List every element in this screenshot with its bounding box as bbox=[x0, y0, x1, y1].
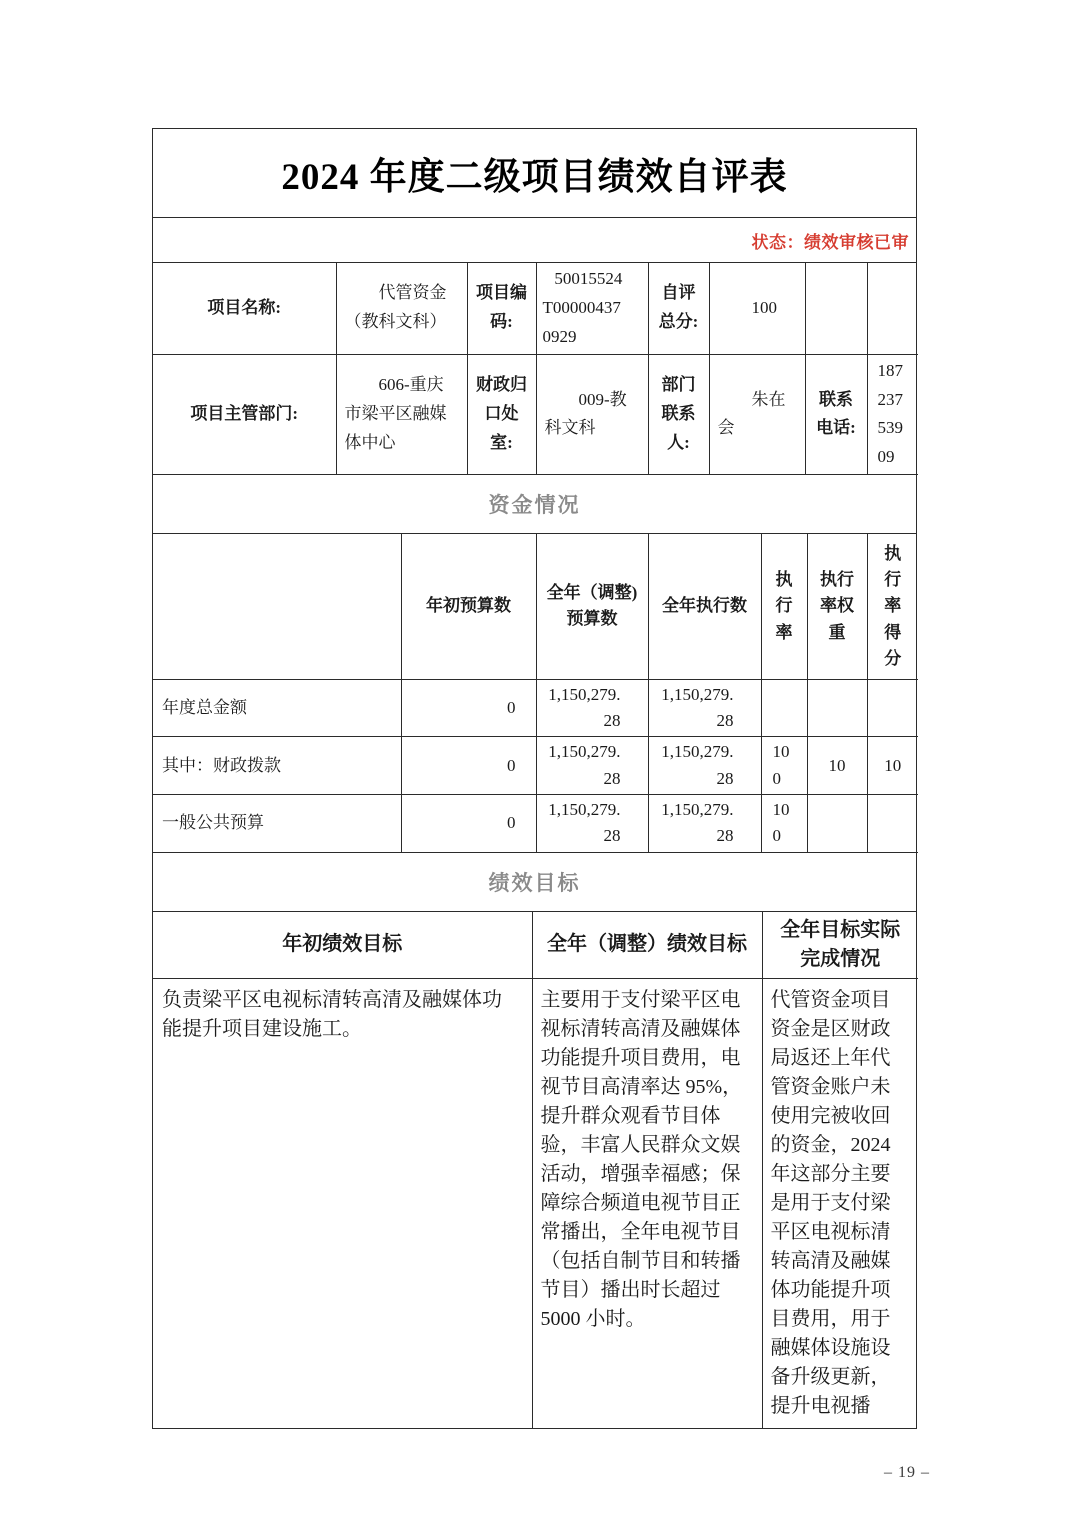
goals-header-row bbox=[153, 912, 918, 979]
funds-row-fiscal-executed: 1,150,279.28 bbox=[648, 737, 761, 795]
page-title: 2024 年度二级项目绩效自评表 bbox=[153, 129, 916, 218]
section-title-goals: 绩效目标 bbox=[153, 853, 916, 912]
status-badge: 状态：绩效审核已审 bbox=[153, 218, 916, 263]
funds-row-total-score bbox=[867, 679, 918, 737]
funds-row-public-initial: 0 bbox=[401, 795, 536, 853]
funds-row-total-adjusted: 1,150,279.28 bbox=[536, 679, 648, 737]
department-value: 606-重庆市梁平区融媒体中心 bbox=[336, 354, 467, 475]
funds-row-public-budget bbox=[153, 795, 918, 853]
goals-header-adjusted: 全年（调整）绩效目标 bbox=[532, 912, 762, 979]
finance-office-value: 009-教科文科 bbox=[536, 354, 648, 475]
funds-row-total-initial: 0 bbox=[401, 679, 536, 737]
self-score-value: 100 bbox=[709, 263, 805, 354]
contact-person-label: 部门联系人: bbox=[648, 354, 709, 475]
project-code-value: 50015524T000004370929 bbox=[536, 263, 648, 354]
funds-row-public-executed: 1,150,279.28 bbox=[648, 795, 761, 853]
project-name-value: 代管资金（教科文科） bbox=[336, 263, 467, 354]
funds-header-row bbox=[153, 534, 918, 679]
self-score-label: 自评总分: bbox=[648, 263, 709, 354]
goals-header-initial: 年初绩效目标 bbox=[153, 912, 532, 979]
funds-header-rate-score: 执行率得分 bbox=[867, 534, 918, 679]
funds-header-execution-rate: 执行率 bbox=[761, 534, 807, 679]
funds-table bbox=[153, 534, 918, 853]
goals-header-actual: 全年目标实际完成情况 bbox=[762, 912, 918, 979]
funds-row-total-weight bbox=[807, 679, 867, 737]
funds-row-public-score bbox=[867, 795, 918, 853]
funds-row-fiscal-score: 10 bbox=[867, 737, 918, 795]
department-row bbox=[153, 354, 918, 475]
page-number: – 19 – bbox=[884, 1464, 930, 1481]
funds-header-executed: 全年执行数 bbox=[648, 534, 761, 679]
project-code-label: 项目编码: bbox=[467, 263, 536, 354]
goals-content-row bbox=[153, 978, 918, 1428]
section-title-funds: 资金情况 bbox=[153, 475, 916, 534]
funds-row-public-adjusted: 1,150,279.28 bbox=[536, 795, 648, 853]
funds-row-fiscal-rate: 100 bbox=[761, 737, 807, 795]
funds-row-fiscal bbox=[153, 737, 918, 795]
funds-header-empty bbox=[153, 534, 401, 679]
empty-label-cell bbox=[805, 263, 867, 354]
contact-person-value: 朱在会 bbox=[709, 354, 805, 475]
goals-actual-text: 代管资金项目资金是区财政局返还上年代管资金账户未使用完被收回的资金，2024 年这部分主要是用于支付梁平区电视标清转高清及融媒体功能提升项目费用，用于融媒体设施设备升级更新，提升电视播 bbox=[762, 978, 918, 1428]
department-label: 项目主管部门: bbox=[153, 354, 336, 475]
phone-label: 联系电话: bbox=[805, 354, 867, 475]
funds-row-public-rate: 100 bbox=[761, 795, 807, 853]
project-name-label: 项目名称: bbox=[153, 263, 336, 354]
self-evaluation-form bbox=[152, 128, 917, 1429]
goals-table bbox=[153, 912, 918, 1428]
funds-header-initial-budget: 年初预算数 bbox=[401, 534, 536, 679]
funds-header-adjusted-budget: 全年（调整)预算数 bbox=[536, 534, 648, 679]
funds-row-fiscal-weight: 10 bbox=[807, 737, 867, 795]
funds-row-public-weight bbox=[807, 795, 867, 853]
empty-value-cell bbox=[867, 263, 918, 354]
funds-row-fiscal-adjusted: 1,150,279.28 bbox=[536, 737, 648, 795]
funds-row-fiscal-label: 其中：财政拨款 bbox=[153, 737, 401, 795]
funds-row-fiscal-initial: 0 bbox=[401, 737, 536, 795]
funds-row-total bbox=[153, 679, 918, 737]
phone-value: 18723753909 bbox=[867, 354, 918, 475]
goals-adjusted-text: 主要用于支付梁平区电视标清转高清及融媒体功能提升项目费用，电视节目高清率达 95%，提升群众观看节目体验，丰富人民群众文娱活动，增强幸福感；保障综合频道电视节目正常播出，全年电视节目（包括自制节目和转播节目）播出时长超过 5000 小时。 bbox=[532, 978, 762, 1428]
project-name-row bbox=[153, 263, 918, 354]
goals-initial-text: 负责梁平区电视标清转高清及融媒体功能提升项目建设施工。 bbox=[153, 978, 532, 1428]
funds-row-public-label: 一般公共预算 bbox=[153, 795, 401, 853]
funds-row-total-rate bbox=[761, 679, 807, 737]
funds-row-total-label: 年度总金额 bbox=[153, 679, 401, 737]
project-info-table bbox=[153, 263, 918, 475]
funds-header-rate-weight: 执行率权重 bbox=[807, 534, 867, 679]
funds-row-total-executed: 1,150,279.28 bbox=[648, 679, 761, 737]
finance-office-label: 财政归口处室: bbox=[467, 354, 536, 475]
